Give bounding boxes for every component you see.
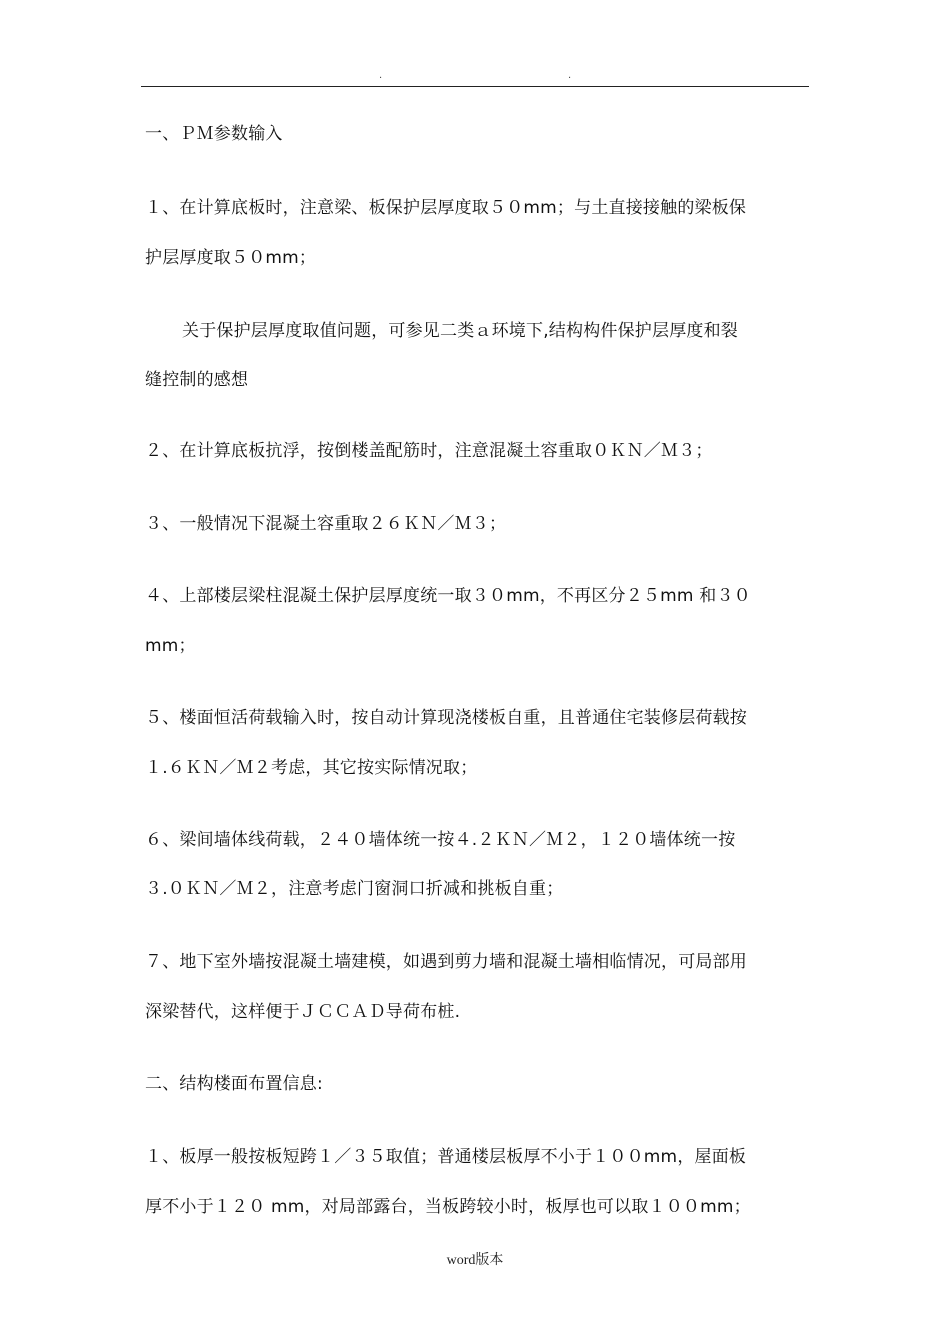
page-header bbox=[0, 70, 950, 84]
section-heading-pm-input: 一、ＰＭ参数输入 bbox=[145, 124, 283, 144]
paragraph-line: 关于保护层厚度取值问题，可参见二类ａ环境下,结构构件保护层厚度和裂 bbox=[182, 321, 739, 341]
paragraph-line: １、板厚一般按板短跨１／３５取值；普通楼层板厚不小于１００mm，屋面板 bbox=[145, 1147, 747, 1167]
paragraph-line: ４、上部楼层梁柱混凝土保护层厚度统一取３０mm，不再区分２５mm 和３０ bbox=[145, 586, 751, 606]
paragraph-line: 深梁替代，这样便于ＪＣＣＡＤ导荷布桩. bbox=[145, 1002, 461, 1022]
paragraph-line: ３.０ＫＮ／Ｍ２，注意考虑门窗洞口折减和挑板自重； bbox=[145, 879, 564, 899]
paragraph-line: mm； bbox=[145, 636, 196, 656]
paragraph-line: 缝控制的感想 bbox=[145, 370, 249, 390]
header-rule bbox=[141, 86, 809, 87]
paragraph-line: 厚不小于１２０ mm，对局部露台，当板跨较小时，板厚也可以取１００mm； bbox=[145, 1197, 751, 1217]
paragraph-line: ６、梁间墙体线荷载，２４０墙体统一按４.２ＫＮ／Ｍ２，１２０墙体统一按 bbox=[145, 830, 736, 850]
paragraph-line: 护层厚度取５０mm； bbox=[145, 248, 317, 268]
paragraph-line: １、在计算底板时，注意梁、板保护层厚度取５０mm；与土直接接触的梁板保 bbox=[145, 198, 747, 218]
paragraph-line: ５、楼面恒活荷载输入时，按自动计算现浇楼板自重，且普通住宅装修层荷载按 bbox=[145, 708, 747, 728]
paragraph-line: ２、在计算底板抗浮，按倒楼盖配筋时，注意混凝土容重取０ＫＮ／Ｍ３； bbox=[145, 441, 713, 461]
header-dot-left: . bbox=[379, 70, 383, 81]
page-footer: word版本 bbox=[446, 1253, 504, 1268]
section-heading-floor-layout: 二、结构楼面布置信息: bbox=[145, 1074, 323, 1094]
paragraph-line: ７、地下室外墙按混凝土墙建模，如遇到剪力墙和混凝土墙相临情况，可局部用 bbox=[145, 952, 747, 972]
paragraph-line: ３、一般情况下混凝土容重取２６ＫＮ／Ｍ３； bbox=[145, 514, 507, 534]
header-dot-right: . bbox=[568, 70, 572, 81]
paragraph-line: １.６ＫＮ／Ｍ２考虑，其它按实际情况取； bbox=[145, 758, 478, 778]
